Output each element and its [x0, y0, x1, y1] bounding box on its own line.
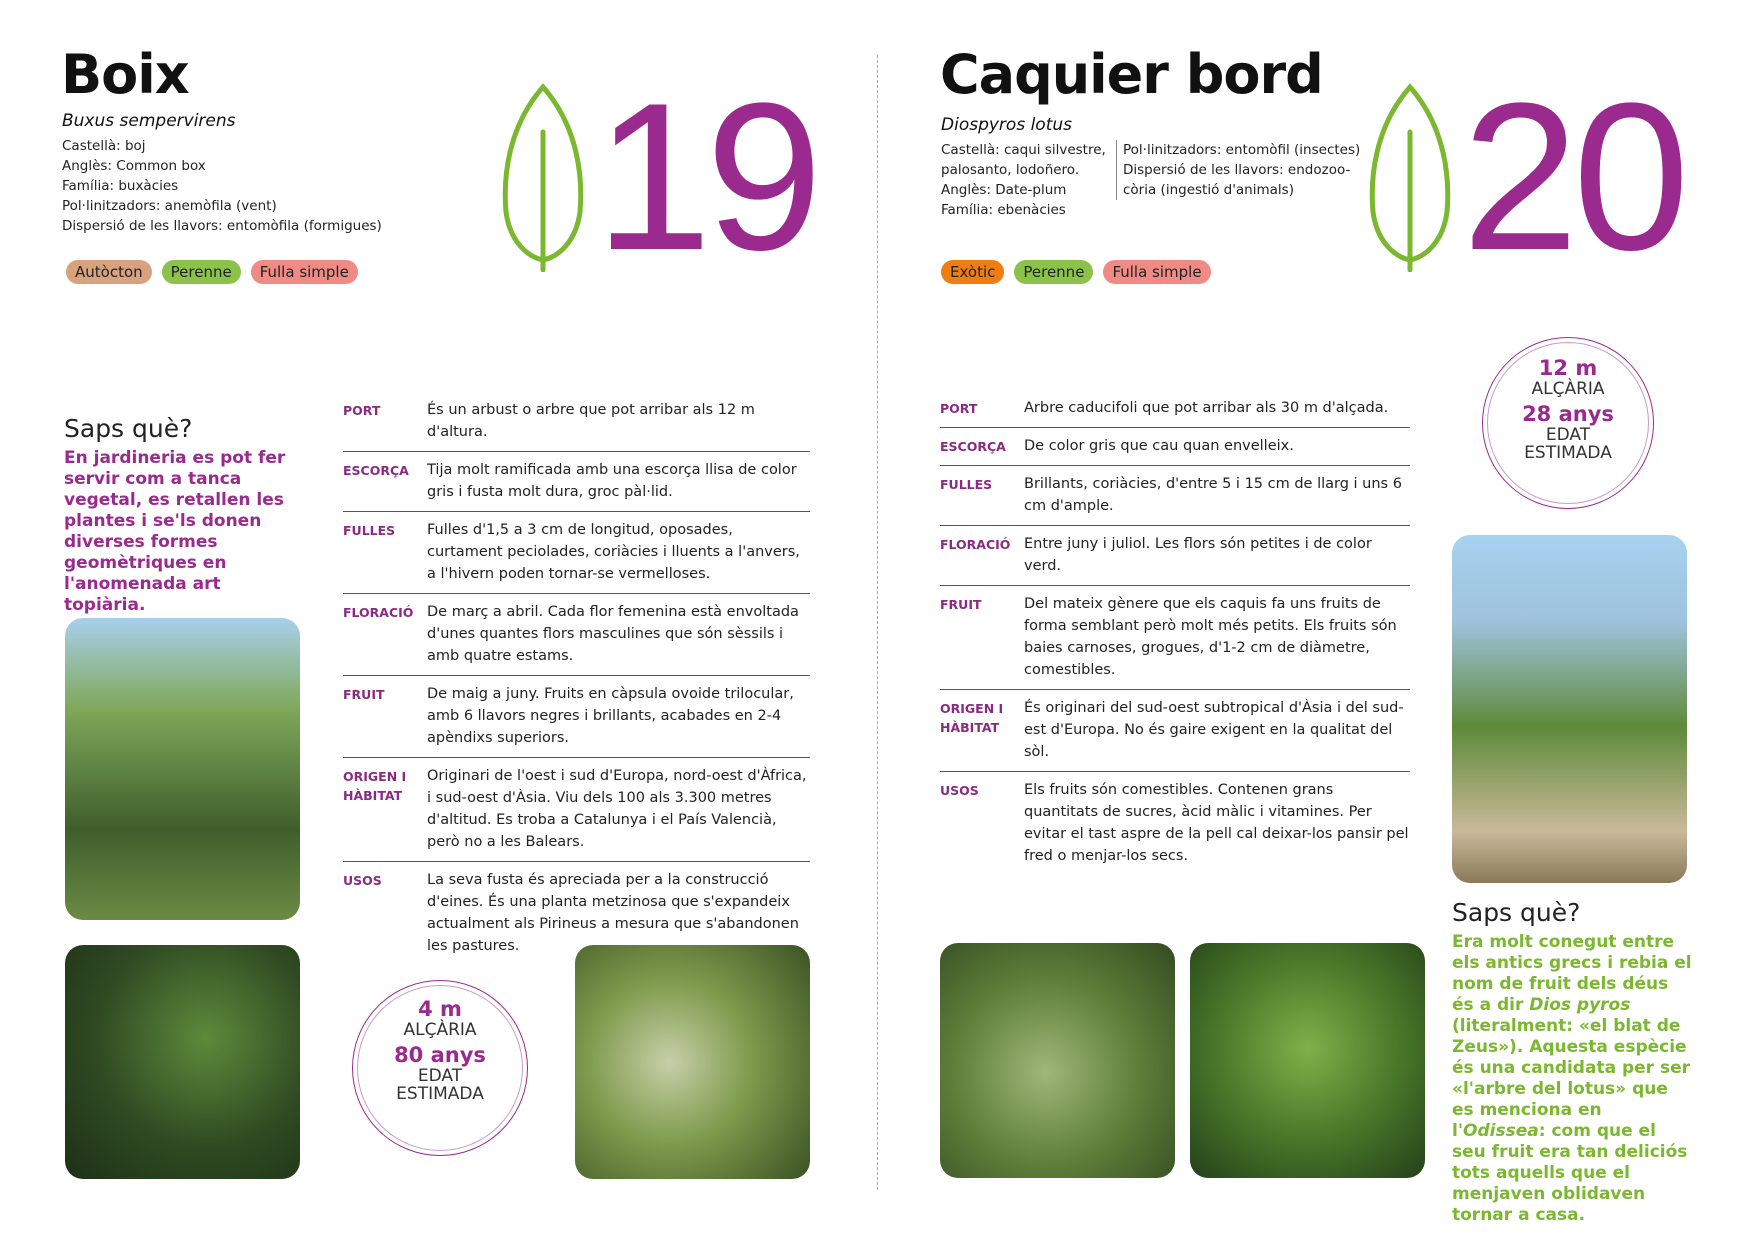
- prop-key: ORIGEN I HÀBITAT: [940, 690, 1024, 772]
- leaves-photo: [65, 945, 300, 1179]
- prop-key: ORIGEN I HÀBITAT: [343, 758, 427, 862]
- tag-list: [66, 260, 358, 284]
- name-line: còria (ingestió d'animals): [1123, 182, 1294, 198]
- properties-table: [940, 390, 1410, 875]
- age-value: 28 anys: [1522, 402, 1614, 426]
- name-line: Pol·linitzadors: anemòfila (vent): [62, 198, 277, 214]
- text-run: : com que el seu fruit era tan deliciós tots aquells que el menjaven oblidaven tornar a casa.: [1452, 1121, 1688, 1225]
- table-row: [940, 466, 1410, 526]
- name-line: Família: ebenàcies: [941, 202, 1066, 218]
- species-number: 19: [595, 59, 817, 294]
- prop-key: ESCORÇA: [343, 452, 427, 512]
- common-names: [62, 136, 382, 236]
- prop-value: Entre juny i juliol. Les flors són petites i de color verd.: [1024, 526, 1410, 586]
- text-run-italic: Dios pyros: [1529, 995, 1631, 1015]
- prop-key: USOS: [343, 873, 382, 888]
- prop-value: Fulles d'1,5 a 3 cm de longitud, oposades, curtament peciolades, coriàcies i lluents a l'anvers, a l'hivern poden tornar-se vermelloses.: [427, 512, 810, 594]
- table-row: [940, 772, 1410, 876]
- size-age-badge: [1482, 337, 1654, 509]
- prop-key: ESCORÇA: [940, 428, 1024, 466]
- name-line: palosanto, lodoñero.: [941, 162, 1080, 178]
- name-line: Dispersió de les llavors: entomòfila (formigues): [62, 218, 382, 234]
- prop-value: Arbre caducifoli que pot arribar als 30 m d'alçada.: [1024, 390, 1410, 428]
- prop-key: FULLES: [343, 512, 427, 594]
- name-line: Anglès: Date-plum: [941, 182, 1067, 198]
- tree-photo: [65, 618, 300, 920]
- leaves-photo: [1190, 943, 1425, 1178]
- species-number: 20: [1462, 59, 1684, 294]
- tag-origin: Autòcton: [66, 260, 152, 284]
- height-value: 12 m: [1538, 356, 1598, 380]
- prop-key: FRUIT: [940, 586, 1024, 690]
- prop-key: FLORACIÓ: [940, 526, 1024, 586]
- prop-value: La seva fusta és apreciada per a la construcció d'eines. És una planta metzinosa que s'expandeix actualment als Pirineus a mesura que s'abandonen les pastures.: [427, 872, 799, 954]
- prop-value: És un arbust o arbre que pot arribar als 12 m d'altura.: [427, 392, 810, 452]
- tag-persistence: Perenne: [162, 260, 241, 284]
- table-row: [940, 428, 1410, 466]
- age-value: 80 anys: [394, 1043, 486, 1067]
- table-row: [940, 390, 1410, 428]
- prop-value: Originari de l'oest i sud d'Europa, nord-oest d'Àfrica, i sud-oest d'Àsia. Viu dels 100 als 3.300 metres d'altitud. Es troba a Catalunya i el País Valencià, però no a les Balears.: [427, 758, 810, 862]
- name-line: Dispersió de les llavors: endozoo-: [1123, 162, 1351, 178]
- size-age-badge: [352, 980, 528, 1156]
- table-row: [940, 586, 1410, 690]
- tag-persistence: Perenne: [1014, 260, 1093, 284]
- scientific-name: Diospyros lotus: [941, 115, 1072, 135]
- height-label: ALÇÀRIA: [403, 1020, 477, 1040]
- text-run: Era molt conegut entre els antics grecs i rebia el nom de fruit dels déus és a dir: [1452, 932, 1692, 1015]
- did-you-know-text: En jardineria es pot fer servir com a tanca vegetal, es retallen les plantes i se'ls donen diverses formes geomètriques en l'anomenada art topiària.: [64, 448, 286, 615]
- common-names: [941, 140, 1106, 220]
- scientific-name: Buxus sempervirens: [62, 111, 236, 131]
- fruit-photo: [940, 943, 1175, 1178]
- age-label: EDAT: [1545, 425, 1591, 445]
- name-line: Pol·linitzadors: entomòfil (insectes): [1123, 142, 1361, 158]
- table-row: [343, 512, 810, 594]
- table-row: [343, 758, 810, 862]
- properties-table: [343, 392, 810, 965]
- height-label: ALÇÀRIA: [1531, 379, 1605, 399]
- species-title: Boix: [61, 43, 189, 106]
- tag-leaf-type: Fulla simple: [251, 260, 358, 284]
- table-row: [940, 690, 1410, 772]
- prop-key: FRUIT: [343, 676, 427, 758]
- prop-value: De març a abril. Cada flor femenina està envoltada d'unes quantes flors masculines que són sèssils i amb quatre estams.: [427, 594, 810, 676]
- prop-key: PORT: [343, 392, 427, 452]
- did-you-know-heading: Saps què?: [1452, 898, 1581, 927]
- tag-list: [941, 260, 1211, 284]
- text-run: (literalment: «el blat de Zeus»). Aquesta espècie és una candidata per ser «l'arbre del lotus» que es menciona en l': [1452, 1016, 1690, 1141]
- height-value: 4 m: [418, 997, 462, 1021]
- prop-value: Tija molt ramificada amb una escorça llisa de color gris i fusta molt dura, groc pàl·lid.: [427, 452, 810, 512]
- species-title: Caquier bord: [940, 43, 1323, 106]
- table-row: [343, 392, 810, 452]
- name-line: Castellà: caqui silvestre,: [941, 142, 1106, 158]
- leaf-icon: [1365, 82, 1455, 272]
- prop-value: És originari del sud-oest subtropical d'Àsia i del sud-est d'Europa. No és gaire exigent en la qualitat del sòl.: [1024, 690, 1410, 772]
- name-line: Anglès: Common box: [62, 158, 206, 174]
- tag-leaf-type: Fulla simple: [1103, 260, 1210, 284]
- did-you-know-text: [1452, 932, 1692, 1226]
- name-line: Castellà: boj: [62, 138, 146, 154]
- text-run-italic: Odissea: [1463, 1121, 1539, 1141]
- name-line: Família: buxàcies: [62, 178, 179, 194]
- prop-key: USOS: [940, 783, 979, 798]
- prop-key: PORT: [940, 390, 1024, 428]
- table-row: [343, 452, 810, 512]
- prop-value: De maig a juny. Fruits en càpsula ovoide trilocular, amb 6 llavors negres i brillants, acabades en 2-4 apèndixs superiors.: [427, 676, 810, 758]
- right-page: [877, 0, 1754, 1241]
- table-row: [343, 676, 810, 758]
- ecology-notes: [1116, 140, 1360, 200]
- age-label-estimated: ESTIMADA: [1524, 443, 1612, 463]
- tag-origin: Exòtic: [941, 260, 1004, 284]
- table-row: [343, 594, 810, 676]
- tree-photo: [1452, 535, 1687, 883]
- prop-key: FULLES: [940, 466, 1024, 526]
- prop-value: Brillants, coriàcies, d'entre 5 i 15 cm de llarg i uns 6 cm d'ample.: [1024, 466, 1410, 526]
- fruit-photo: [575, 945, 810, 1179]
- age-label: EDAT: [417, 1066, 463, 1086]
- age-label-estimated: ESTIMADA: [396, 1084, 484, 1104]
- did-you-know-heading: Saps què?: [64, 414, 193, 443]
- table-row: [940, 526, 1410, 586]
- prop-value: Els fruits són comestibles. Contenen grans quantitats de sucres, àcid màlic i vitamines. Per evitar el tast aspre de la pell cal deixar-los pansir pel fred o menjar-los secs.: [1024, 782, 1409, 864]
- prop-value: De color gris que cau quan envelleix.: [1024, 428, 1410, 466]
- prop-value: Del mateix gènere que els caquis fa uns fruits de forma semblant però molt més petits. Els fruits són baies carnoses, grogues, d'1-2 cm de diàmetre, comestibles.: [1024, 586, 1410, 690]
- leaf-icon: [498, 82, 588, 272]
- prop-key: FLORACIÓ: [343, 594, 427, 676]
- table-row: [343, 862, 810, 966]
